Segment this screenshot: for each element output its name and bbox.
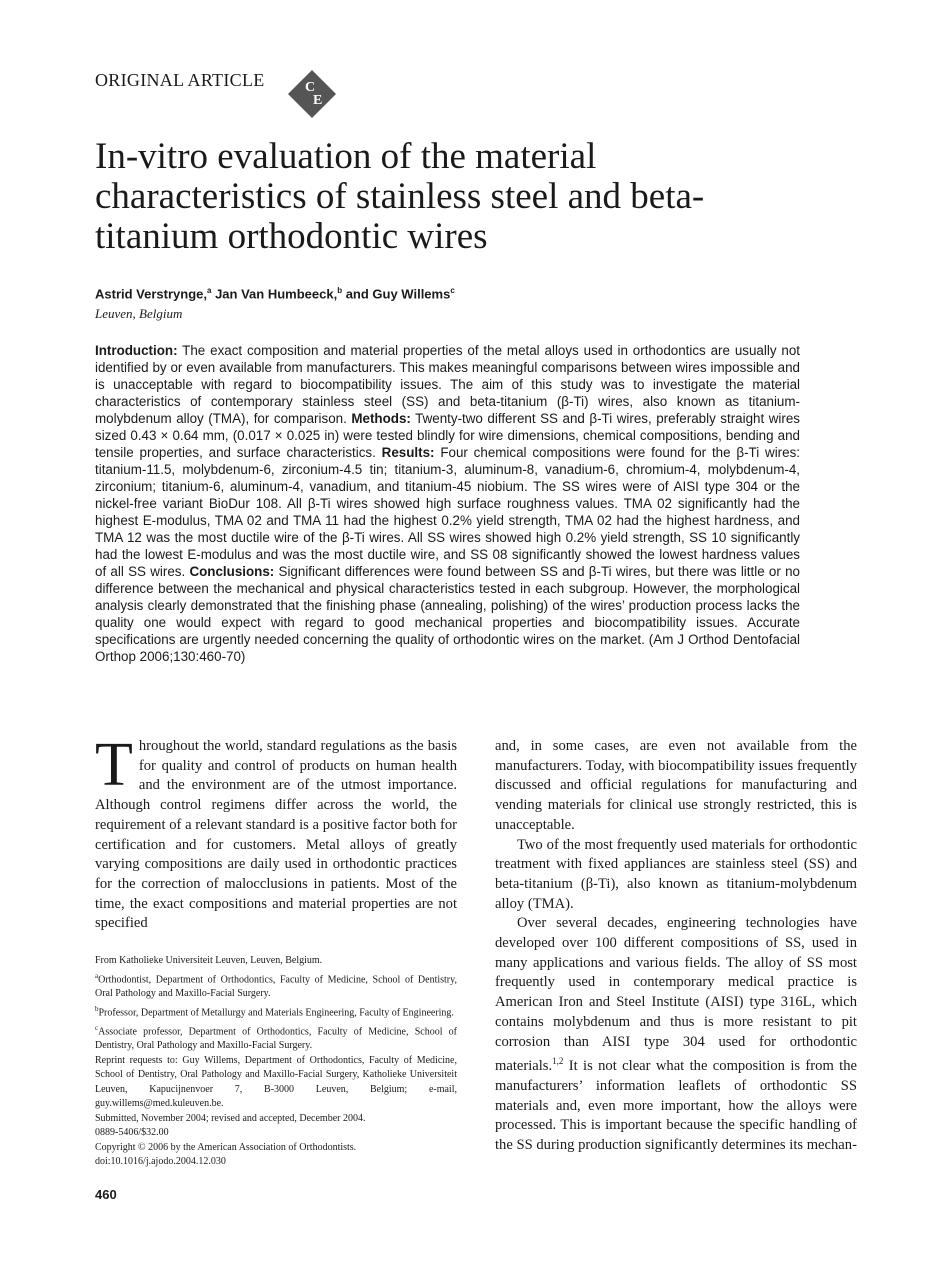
footnote-b-text: Professor, Department of Metallurgy and Materials Engineering, Faculty of Engineering.	[98, 1007, 454, 1019]
author-affiliation-mark: c	[450, 286, 455, 295]
footnote-b-mark: b	[95, 1004, 99, 1013]
author-name: Astrid Verstrynge,	[95, 286, 207, 302]
badge-letter-c: C	[305, 80, 316, 95]
footnote-a-text: Orthodontist, Department of Orthodontics, Faculty of Medicine, School of Dentistry, Oral Pathology and Maxillo-Facial Surgery.	[95, 973, 457, 1000]
abstract-conclusions-text: Significant differences were found between SS and β-Ti wires, but there was little or no difference between the mechanical and physical characteristics tested in each subgroup. However, the morphological analysis clearly demonstrated that the finishing phase (annealing, polishing) of the wires’ production process lacks the quality one would expect with regard to good mechanical properties and biocompatibility issues. Accurate specifications are urgently needed concerning the quality of orthodontic wires on the market. (Am J Orthod Dentofacial Orthop 2006;130:460-70)	[95, 564, 800, 664]
footnote-issn: 0889-5406/$32.00	[95, 1127, 169, 1139]
footnote-submitted: Submitted, November 2004; revised and accepted, December 2004.	[95, 1112, 366, 1124]
ce-badge-icon	[288, 70, 336, 118]
body-left-column	[95, 731, 457, 934]
abstract-conclusions-heading: Conclusions:	[189, 564, 275, 579]
abstract-intro-heading: Introduction:	[95, 343, 178, 358]
body-paragraph: and, in some cases, are even not available from the manufacturers. Today, with biocompatibility issues frequently discussed and official regulations for manufacturing and vending materials for clinical use strongly restricted, this is unacceptable.	[495, 738, 857, 833]
author-list	[95, 286, 455, 301]
body-right-column	[495, 737, 857, 1156]
abstract-methods-text: Twenty-two different SS and β-Ti wires, preferably straight wires sized 0.43 × 0.64 mm, (0.017 × 0.025 in) were tested blindly for wire dimensions, chemical compositions, bending and tensile properties, and surface characteristics.	[95, 411, 800, 460]
footnote-c	[95, 1021, 457, 1054]
body-paragraph	[495, 914, 857, 1155]
abstract	[95, 342, 800, 665]
citation-ref: 1,2	[552, 1056, 564, 1067]
body-left-paragraph: hroughout the world, standard regulations as the basis for quality and control of products on human health and the environment are of the utmost importance. Although control regimens differ across the world, the requirement of a relevant standard is a positive factor both for certification and for customers. Metal alloys of greatly varying compositions are daily used in orthodontic practices for the correction of malocclusions in patients. Most of the time, the exact compositions and material properties are not specified	[95, 738, 457, 932]
footnote-a	[95, 969, 457, 1002]
abstract-results-heading: Results:	[381, 445, 435, 460]
badge-letter-e: E	[313, 93, 323, 108]
author-name: and Guy Willems	[342, 286, 451, 302]
author-affiliation-mark: b	[337, 286, 343, 295]
body-paragraph: Two of the most frequently used materials for orthodontic treatment with fixed appliances are stainless steel (SS) and beta-titanium (β-Ti), also known as titanium-molybdenum alloy (TMA).	[495, 836, 857, 912]
drop-cap: T	[95, 731, 133, 799]
footnote-b	[95, 1002, 457, 1021]
footnote-reprint: Reprint requests to: Guy Willems, Department of Orthodontics, Faculty of Medicine, School of Dentistry, Oral Pathology and Maxillo-Facial Surgery, Katholieke Universiteit Leuven, Kapucijnenvoer 7, B-3000 Leuven, Belgium; e-mail, guy.willems@med.kuleuven.be.	[95, 1054, 457, 1110]
author-affiliation-mark: a	[207, 286, 212, 295]
footnote-c-text: Associate professor, Department of Orthodontics, Faculty of Medicine, School of Dentistry, Oral Pathology and Maxillo-Facial Surgery.	[95, 1025, 457, 1052]
footnote-a-mark: a	[95, 971, 99, 980]
article-title: In-vitro evaluation of the material characteristics of stainless steel and beta-titanium orthodontic wires	[95, 136, 705, 257]
abstract-intro-text: The exact composition and material properties of the metal alloys used in orthodontics are usually not identified by or even available from manufacturers. This makes meaningful comparisons between wires impossible and is unacceptable with regard to biocompatibility issues. The aim of this study was to investigate the material characteristics of contemporary stainless steel (SS) and beta-titanium (β-Ti) wires, also known as titanium-molybdenum alloy (TMA), for comparison.	[95, 343, 800, 426]
footnotes	[95, 954, 457, 1170]
body-text: Over several decades, engineering technologies have developed over 100 different compositions of SS, used in many applications and various fields. The alloy of SS most frequently used in contemporary medical practice is American Iron and Steel Institute (AISI) type 316L, which contains molybdenum and thus is more resistant to pit corrosion than AISI type 304 used for orthodontic materials.	[495, 915, 857, 1075]
footnote-doi: doi:10.1016/j.ajodo.2004.12.030	[95, 1156, 226, 1168]
abstract-results-text: Four chemical compositions were found for the β-Ti wires: titanium-11.5, molybdenum-6, zirconium-4.5 tin; titanium-3, aluminum-8, vanadium-6, chromium-4, molybdenum-4, zirconium; titanium-6, aluminum-4, vanadium, and titanium-45 niobium. The SS wires were of AISI type 304 or the nickel-free variant BioDur 108. All β-Ti wires showed high surface roughness values. TMA 02 significantly had the highest E-modulus, TMA 02 and TMA 11 had the highest 0.2% yield strength, TMA 02 had the highest hardness, and TMA 12 was the most ductile wire of the β-Ti wires. All SS wires showed high 0.2% yield strength, SS 10 significantly had the lowest E-modulus and was the most ductile wire, and SS 08 significantly showed the lowest hardness values of all SS wires.	[95, 445, 800, 579]
footnote-copyright: Copyright © 2006 by the American Association of Orthodontists.	[95, 1141, 357, 1153]
page-number: 460	[95, 1187, 117, 1202]
author-name: Jan Van Humbeeck,	[211, 286, 338, 302]
footnote-from: From Katholieke Universiteit Leuven, Leuven, Belgium.	[95, 955, 323, 966]
footnote-c-mark: c	[95, 1023, 99, 1032]
body-text: It is not clear what the composition is from the manufacturers’ information leaflets of orthodontic SS materials and, even more important, how the alloys were processed. This is important because the specific handling of the SS during production significantly determines its mechan-	[495, 1058, 857, 1153]
abstract-methods-heading: Methods:	[351, 411, 411, 426]
author-location: Leuven, Belgium	[95, 306, 183, 321]
section-label: ORIGINAL ARTICLE	[95, 70, 265, 90]
